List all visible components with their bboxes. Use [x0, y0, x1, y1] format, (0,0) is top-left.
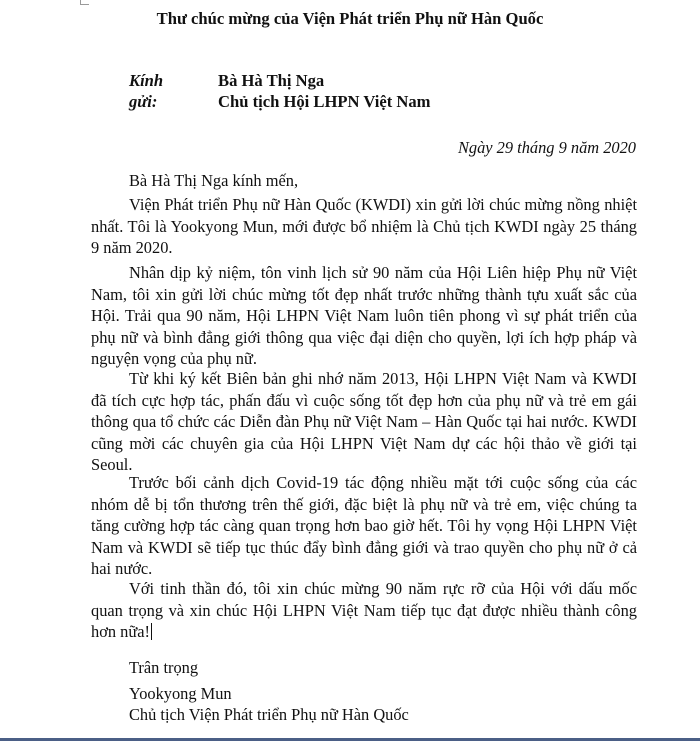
recipient-name: Bà Hà Thị Nga — [218, 71, 325, 90]
body-paragraph-2[interactable]: Nhân dịp kỷ niệm, tôn vinh lịch sử 90 năm của Hội Liên hiệp Phụ nữ Việt Nam, tôi xin gửi lời chúc mừng tốt đẹp nhất trước những thành tựu xuất sắc của Hội. Trải qua 90 năm, Hội LHPN Việt Nam luôn tiên phong vì sự phát triển của phụ nữ và bình đẳng giới thông qua việc đại diện cho quyền, lợi ích hợp pháp và nguyện vọng của phụ nữ. — [91, 263, 637, 369]
letter-date: Ngày 29 tháng 9 năm 2020 — [457, 138, 636, 157]
body-paragraph-5[interactable] — [91, 578, 637, 643]
recipient-role: Chủ tịch Hội LHPN Việt Nam — [218, 92, 431, 111]
signer-name: Yookyong Mun — [129, 684, 232, 703]
text-cursor — [151, 623, 152, 640]
letter-title: Thư chúc mừng của Viện Phát triển Phụ nữ Hàn Quốc — [156, 9, 544, 28]
recipient-label: Kính gửi: — [129, 71, 164, 111]
body-paragraph-4[interactable]: Trước bối cảnh dịch Covid-19 tác động nhiều mặt tới cuộc sống của các nhóm dễ bị tổn thương trên thế giới, đặc biệt là phụ nữ và trẻ em, việc chúng ta tăng cường hợp tác càng quan trọng hơn bao giờ hết. Tôi hy vọng Hội LHPN Việt Nam và KWDI sẽ tiếp tục thúc đẩy bình đẳng giới và trao quyền cho phụ nữ ở cả hai nước. — [91, 473, 637, 579]
body-paragraph-5-text: Với tinh thần đó, tôi xin chúc mừng 90 năm rực rỡ của Hội với dấu mốc quan trọng và xin chúc Hội LHPN Việt Nam tiếp tục đạt được nhiều thành công hơn nữa! — [91, 579, 637, 642]
signer-title: Chủ tịch Viện Phát triển Phụ nữ Hàn Quốc — [129, 705, 409, 724]
page-corner-mark — [80, 0, 89, 5]
page-bottom-border — [0, 738, 700, 741]
greeting: Bà Hà Thị Nga kính mến, — [129, 171, 299, 190]
body-paragraph-3[interactable]: Từ khi ký kết Biên bản ghi nhớ năm 2013, Hội LHPN Việt Nam và KWDI đã tích cực hợp tác, phấn đấu vì cuộc sống tốt đẹp hơn của phụ nữ và trẻ em gái thông qua tổ chức các Diễn đàn Phụ nữ Việt Nam – Hàn Quốc tại hai nước. KWDI cũng mời các chuyên gia của Hội LHPN Việt Nam dự các hội thảo về giới tại Seoul. — [91, 369, 637, 475]
body-paragraph-1[interactable]: Viện Phát triển Phụ nữ Hàn Quốc (KWDI) xin gửi lời chúc mừng nồng nhiệt nhất. Tôi là Yookyong Mun, mới được bổ nhiệm là Chủ tịch KWDI ngày 25 tháng 9 năm 2020. — [91, 195, 637, 258]
closing: Trân trọng — [129, 658, 199, 677]
